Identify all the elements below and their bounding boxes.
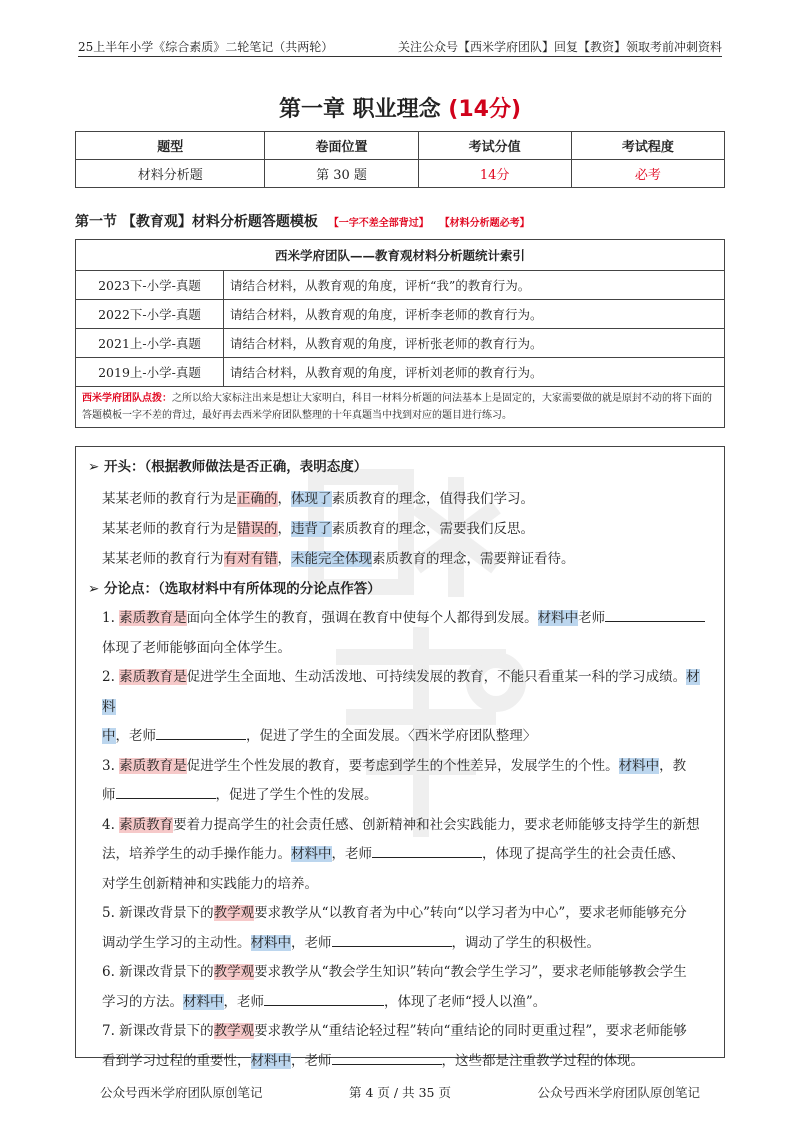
text: 对学生创新精神和实践能力的培养。 (102, 875, 318, 892)
highlight-blue: 材料中 (618, 757, 660, 774)
section-title: 第一节 【教育观】材料分析题答题模板 (75, 214, 318, 230)
fill-blank[interactable] (156, 725, 246, 740)
table-header: 考试分值 (418, 132, 571, 160)
text: 7. 新课改背景下的 (102, 1023, 214, 1039)
highlight-red: 教学观 (213, 964, 255, 980)
text: 看到学习过程的重要性， (102, 1052, 251, 1069)
table-row (76, 271, 725, 300)
text: 要求教学从“以教育者为中心”转向“以学习者为中心”，要求老师能够充分 (254, 905, 687, 921)
text: 6. 新课改背景下的 (102, 964, 214, 980)
text: ，促进了学生个性的发展。 (215, 787, 378, 803)
highlight-red: 教学观 (213, 1023, 255, 1039)
text: 要着力提高学生的社会责任感、创新精神和社会实践能力，要求老师能够支持学生的新想 (173, 816, 700, 833)
fill-blank[interactable] (332, 1050, 442, 1065)
table-cell: 材料分析题 (76, 160, 265, 188)
highlight-blue: 违背了 (291, 521, 332, 537)
table-cell: 2023下-小学-真题 (76, 271, 224, 300)
table-cell: 2021上-小学-真题 (76, 329, 224, 358)
header-right: 关注公众号【西米学府团队】回复【教资】领取考前冲刺资料 (397, 40, 722, 54)
text: 4. (102, 816, 120, 833)
highlight-red: 有对有错 (223, 551, 278, 567)
text: 促进学生全面地、生动活泼地、可持续发展的教育，不能只看重某一科的学习成绩。 (186, 669, 687, 685)
exam-info-table (75, 131, 725, 188)
text: ，这些都是注重教学过程的体现。 (441, 1052, 644, 1069)
answer-template-box (75, 446, 725, 1069)
text: ，老师 (223, 993, 264, 1010)
highlight-blue: 材料中 (250, 1052, 291, 1069)
highlight-blue: 材料中 (183, 993, 224, 1010)
footer-right: 公众号西米学府团队原创笔记 (537, 1085, 700, 1100)
text: 师 (102, 787, 116, 803)
text: 老师 (578, 610, 606, 626)
highlight-red: 素质教育是 (119, 669, 187, 685)
table-cell: 必考 (571, 160, 724, 188)
index-table-caption: 西米学府团队——教育观材料分析题统计索引 (76, 240, 725, 271)
section-heading (75, 211, 530, 231)
text: 3. (102, 757, 120, 774)
text: ， (277, 521, 291, 537)
table-cell: 2022下-小学-真题 (76, 300, 224, 329)
table-header-row (76, 132, 725, 160)
section-tag: 【一字不差全部背过】 (328, 218, 429, 229)
text: 某某老师的教育行为 (102, 551, 224, 567)
highlight-red: 教学观 (213, 905, 255, 921)
opening-heading: ➢ 开头：（根据教师做法是否正确，表明态度） (88, 459, 368, 475)
fill-blank[interactable] (264, 991, 384, 1006)
points-heading: ➢ 分论点：（选取材料中有所体现的分论点作答） (88, 581, 381, 597)
text: 1. (102, 610, 120, 626)
point-list (102, 604, 712, 1076)
text: 5. 新课改背景下的 (102, 905, 214, 921)
table-row (76, 329, 725, 358)
text: ，促进了学生的全面发展。〈西米学府团队整理〉 (246, 728, 537, 744)
list-item (102, 604, 712, 663)
table-row (76, 300, 725, 329)
highlight-blue: 未能完全体现 (291, 551, 372, 567)
index-table (75, 239, 725, 428)
text: 2. (102, 669, 120, 685)
opening-sentence (102, 487, 534, 507)
list-item (102, 663, 712, 752)
footer-left: 公众号西米学府团队原创笔记 (100, 1085, 263, 1100)
table-cell: 第 30 题 (265, 160, 418, 188)
highlight-red: 正确的 (237, 491, 278, 507)
section-tag: 【材料分析题必考】 (439, 218, 530, 229)
highlight-blue: 体现了 (291, 491, 332, 507)
table-cell: 请结合材料，从教育观的角度，评析张老师的教育行为。 (224, 329, 725, 358)
fill-blank[interactable] (332, 932, 452, 947)
text: 要求教学从“重结论轻过程”转向“重结论的同时更重过程”，要求老师能够 (254, 1023, 687, 1039)
highlight-red: 素质教育 (119, 816, 174, 833)
table-header: 考试程度 (571, 132, 724, 160)
text: ，老师 (291, 1052, 332, 1069)
chapter-title-points: (14分) (448, 97, 522, 122)
text: ，老师 (331, 846, 372, 862)
highlight-blue: 材料 (102, 669, 700, 715)
opening-sentence (102, 547, 575, 567)
text: 学习的方法。 (102, 993, 183, 1010)
text: 要求教学从“教会学生知识”转向“教会学生学习”，要求老师能够教会学生 (254, 964, 687, 980)
text: 法，培养学生的动手操作能力。 (102, 846, 291, 862)
table-cell: 14分 (418, 160, 571, 188)
text: 素质教育的理念，值得我们学习。 (331, 491, 534, 507)
page-number: 第 4 页 / 共 35 页 (349, 1085, 451, 1100)
text: ， (277, 491, 291, 507)
note-label: 西米学府团队点拨： (82, 393, 172, 404)
highlight-blue: 材料中 (537, 610, 579, 626)
text: 素质教育的理念，需要辩证看待。 (372, 551, 575, 567)
table-header: 卷面位置 (265, 132, 418, 160)
table-row (76, 387, 725, 428)
fill-blank[interactable] (605, 607, 705, 622)
highlight-blue: 材料中 (291, 846, 332, 862)
text: 面向全体学生的教育，强调在教育中使每个人都得到发展。 (186, 610, 538, 626)
header-left: 25上半年小学《综合素质》二轮笔记（共两轮） (78, 40, 334, 54)
highlight-red: 素质教育是 (119, 757, 187, 774)
list-item (102, 811, 712, 900)
table-row (76, 160, 725, 188)
table-header: 题型 (76, 132, 265, 160)
highlight-blue: 材料中 (250, 934, 291, 951)
highlight-red: 素质教育是 (119, 610, 187, 626)
text: 某某老师的教育行为是 (102, 521, 237, 537)
table-cell: 请结合材料，从教育观的角度，评析刘老师的教育行为。 (224, 358, 725, 387)
text: ，体现了提高学生的社会责任感、 (482, 846, 685, 862)
table-cell: 2019上-小学-真题 (76, 358, 224, 387)
list-item (102, 899, 712, 958)
text: ，教 (659, 757, 687, 774)
text: 调动学生学习的主动性。 (102, 934, 251, 951)
chapter-title-main: 第一章 职业理念 (278, 97, 441, 122)
note-text: 之所以给大家标注出来是想让大家明白，科目一材料分析题的问法基本上是固定的，大家需要做的就是原封不动的将下面的答题模板一字不差的背过，最好再去西米学府团队整理的十年真题当中找到对应的题目进行练习。 (82, 393, 712, 421)
table-row (76, 358, 725, 387)
highlight-red: 错误的 (237, 521, 278, 537)
table-cell: 请结合材料，从教育观的角度，评析李老师的教育行为。 (224, 300, 725, 329)
text: ，调动了学生的积极性。 (451, 934, 600, 951)
text: 素质教育的理念，需要我们反思。 (331, 521, 534, 537)
table-cell: 请结合材料，从教育观的角度，评析“我”的教育行为。 (224, 271, 725, 300)
text: ，老师 (115, 728, 156, 744)
opening-sentence (102, 517, 534, 537)
text: 促进学生个性发展的教育，要考虑到学生的个性差异，发展学生的个性。 (186, 757, 619, 774)
list-item (102, 1017, 712, 1076)
text: ， (277, 551, 291, 567)
fill-blank[interactable] (372, 843, 482, 858)
chapter-title (0, 92, 800, 123)
text: ，老师 (291, 934, 332, 951)
highlight-blue: 中 (102, 728, 116, 744)
index-table-note (76, 387, 725, 428)
fill-blank[interactable] (116, 784, 216, 799)
text: 体现了老师能够面向全体学生。 (102, 639, 291, 656)
list-item (102, 958, 712, 1017)
list-item (102, 752, 712, 811)
text: ，体现了老师“授人以渔”。 (384, 993, 547, 1010)
text: 某某老师的教育行为是 (102, 491, 237, 507)
page-header (78, 38, 722, 57)
